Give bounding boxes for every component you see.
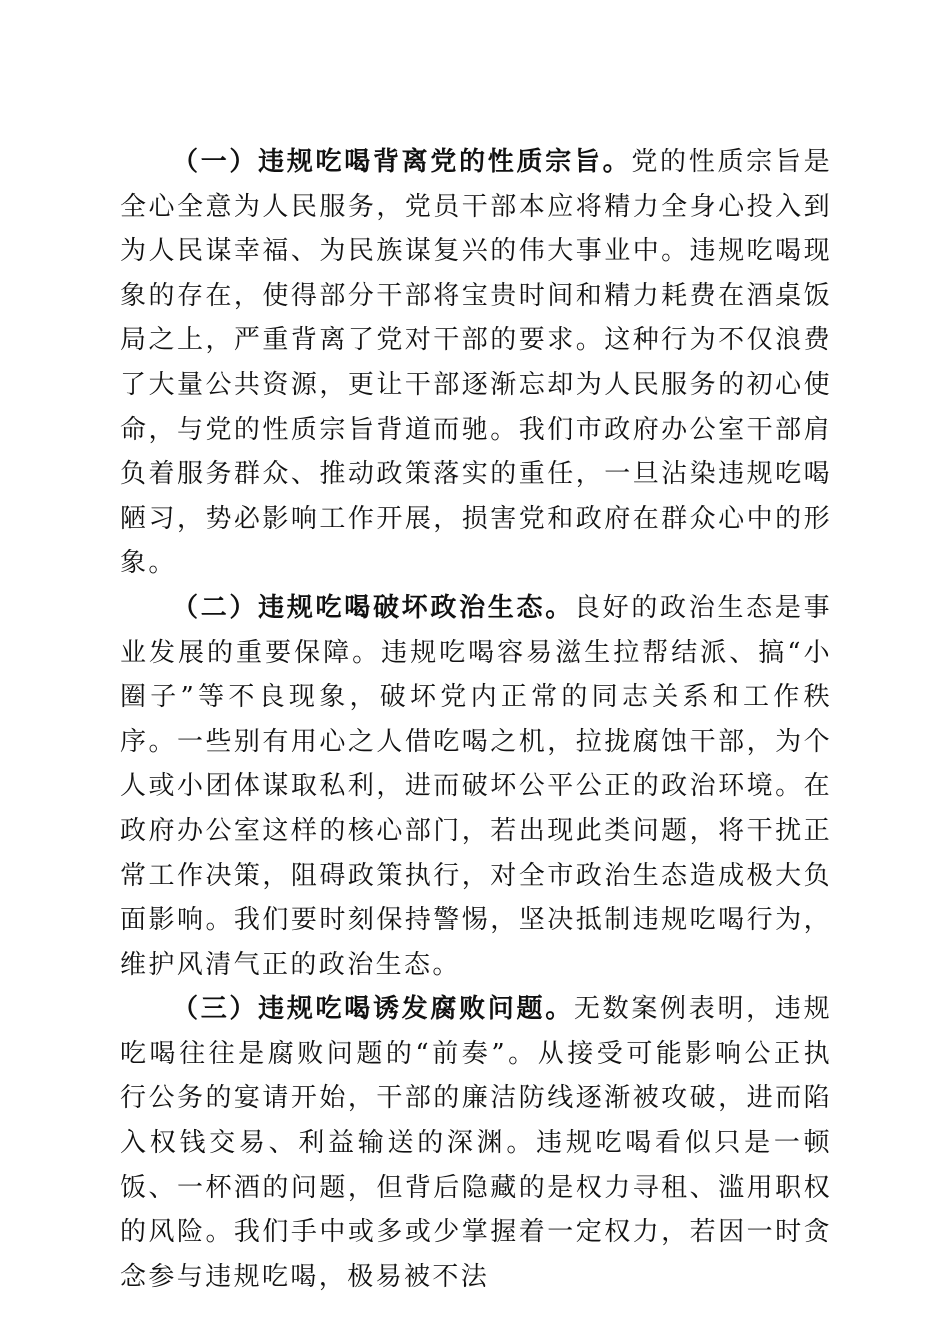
section-body-3: 无数案例表明，违规吃喝往往是腐败问题的“前奏”。从接受可能影响公正执行公务的宴请开始，干部的廉洁防线逐渐被攻破，进而陷入权钱交易、利益输送的深渊。违规吃喝看似只是一顿饭、一杯酒的问题，但背后隐藏的是权力寻租、滥用职权的风险。我们手中或多或少掌握着一定权力，若因一时贪念参与违规吃喝，极易被不法 (120, 994, 832, 1292)
section-body-2: 良好的政治生态是事业发展的重要保障。违规吃喝容易滋生拉帮结派、搞“小圈子”等不良现象，破坏党内正常的同志关系和工作秩序。一些别有用心之人借吃喝之机，拉拢腐蚀干部，为个人或小团体谋取私利，进而破坏公平公正的政治环境。在政府办公室这样的核心部门，若出现此类问题，将干扰正常工作决策，阻碍政策执行，对全市政治生态造成极大负面影响。我们要时刻保持警惕，坚决抵制违规吃喝行为，维护风清气正的政治生态。 (120, 592, 832, 980)
paragraph-section-1 (120, 140, 832, 586)
document-body (120, 140, 832, 1299)
paragraph-section-3 (120, 987, 832, 1299)
section-heading-3: （三）违规吃喝诱发腐败问题。 (172, 994, 574, 1025)
section-heading-1: （一）违规吃喝背离党的性质宗旨。 (172, 147, 632, 177)
section-heading-2: （二）违规吃喝破坏政治生态。 (172, 592, 574, 623)
section-body-1: 党的性质宗旨是全心全意为人民服务，党员干部本应将精力全身心投入到为人民谋幸福、为民族谋复兴的伟大事业中。违规吃喝现象的存在，使得部分干部将宝贵时间和精力耗费在酒桌饭局之上，严重背离了党对干部的要求。这种行为不仅浪费了大量公共资源，更让干部逐渐忘却为人民服务的初心使命，与党的性质宗旨背道而驰。我们市政府办公室干部肩负着服务群众、推动政策落实的重任，一旦沾染违规吃喝陋习，势必影响工作开展，损害党和政府在群众心中的形象。 (120, 147, 832, 579)
paragraph-section-2 (120, 586, 832, 987)
